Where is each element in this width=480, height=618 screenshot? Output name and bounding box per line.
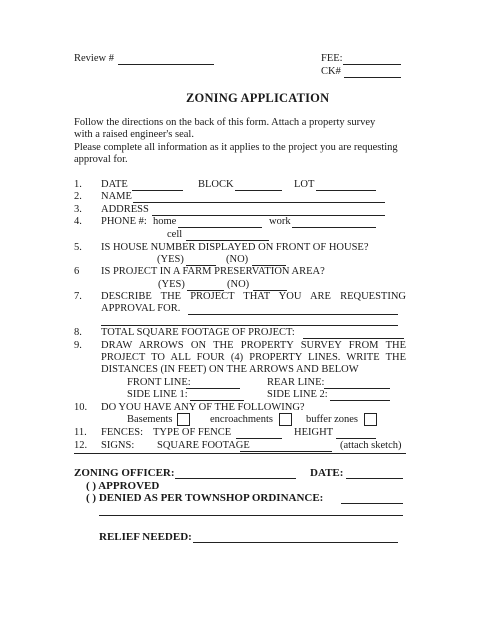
home-label: home: [153, 216, 177, 227]
fee-label: FEE:: [321, 53, 343, 64]
side-line-2-field[interactable]: [330, 400, 390, 401]
block-label: BLOCK: [198, 179, 234, 190]
relief-needed-field[interactable]: [193, 542, 398, 543]
ck-field[interactable]: [344, 77, 401, 78]
cell-label: cell: [167, 229, 183, 240]
encroachments-label: encroachments: [210, 414, 273, 425]
zoning-officer-label: ZONING OFFICER:: [74, 467, 175, 479]
intro-line-3: Please complete all information as it applies to the project you are requesting: [74, 142, 398, 153]
work-label: work: [269, 216, 291, 227]
review-label: Review #: [74, 53, 114, 64]
work-phone-field[interactable]: [292, 227, 376, 228]
zoning-officer-field[interactable]: [175, 478, 296, 479]
intro-line-1: Follow the directions on the back of this form. Attach a property survey: [74, 117, 376, 128]
square-footage-label: SQUARE FOOTAGE: [157, 440, 250, 451]
date-field[interactable]: [132, 190, 183, 191]
item-number: 6: [74, 266, 80, 277]
question-following: DO YOU HAVE ANY OF THE FOLLOWING?: [101, 402, 305, 413]
lot-field[interactable]: [316, 190, 376, 191]
yes-option: (YES): [157, 254, 184, 265]
relief-needed-label: RELIEF NEEDED:: [99, 531, 192, 543]
item-number: 8.: [74, 327, 82, 338]
ck-label: CK#: [321, 66, 341, 77]
question-house-number: IS HOUSE NUMBER DISPLAYED ON FRONT OF HOUSE?: [101, 242, 369, 253]
total-square-footage-label: TOTAL SQUARE FOOTAGE OF PROJECT:: [101, 327, 295, 338]
no-option: (NO): [226, 254, 249, 265]
type-of-fence-label: TYPE OF FENCE: [153, 427, 232, 438]
buffer-zones-checkbox[interactable]: [364, 413, 377, 426]
home-phone-field[interactable]: [178, 227, 262, 228]
side-line-1-label: SIDE LINE 1:: [127, 389, 188, 400]
side-line-2-label: SIDE LINE 2:: [267, 389, 328, 400]
item-number: 3.: [74, 204, 82, 215]
item-number: 10.: [74, 402, 88, 413]
review-number-field[interactable]: [118, 64, 214, 65]
item-number: 7.: [74, 291, 82, 302]
height-label: HEIGHT: [294, 427, 334, 438]
officer-date-label: DATE:: [310, 467, 344, 479]
basements-label: Basements: [127, 414, 173, 425]
phone-label: PHONE #:: [101, 216, 147, 227]
item-number: 12.: [74, 440, 88, 451]
page-title: ZONING APPLICATION: [186, 91, 330, 105]
total-square-footage-field[interactable]: [303, 338, 404, 339]
block-field[interactable]: [235, 190, 282, 191]
fences-label: FENCES:: [101, 427, 144, 438]
name-label: NAME: [101, 191, 132, 202]
address-label: ADDRESS: [101, 204, 149, 215]
project-description-field-2[interactable]: [101, 325, 398, 326]
section-divider: [74, 453, 406, 454]
front-line-field[interactable]: [186, 388, 240, 389]
question-draw-arrows-2: PROJECT TO ALL FOUR (4) PROPERTY LINES. WRITE THE: [101, 352, 406, 363]
rear-line-label: REAR LINE:: [267, 377, 325, 388]
question-draw-arrows-3: DISTANCES (IN FEET) ON THE ARROWS AND BELOW: [101, 364, 359, 375]
buffer-zones-label: buffer zones: [306, 414, 358, 425]
name-field[interactable]: [133, 202, 385, 203]
ordinance-field[interactable]: [341, 503, 403, 504]
intro-line-2: with a raised engineer's seal.: [74, 129, 194, 140]
date-label: DATE: [101, 179, 128, 190]
attach-sketch-note: (attach sketch): [340, 440, 402, 451]
approved-option[interactable]: ( ) APPROVED: [86, 480, 160, 492]
cell-phone-field[interactable]: [186, 240, 269, 241]
officer-date-field[interactable]: [346, 478, 403, 479]
ordinance-field-2[interactable]: [99, 515, 403, 516]
intro-line-4: approval for.: [74, 154, 128, 165]
question-draw-arrows: DRAW ARROWS ON THE PROPERTY SURVEY FROM THE: [101, 340, 406, 351]
signs-label: SIGNS:: [101, 440, 135, 451]
item-number: 1.: [74, 179, 82, 190]
lot-label: LOT: [294, 179, 315, 190]
project-description-field[interactable]: [188, 314, 398, 315]
fee-field[interactable]: [343, 64, 401, 65]
no-option: (NO): [227, 279, 250, 290]
question-describe-project: DESCRIBE THE PROJECT THAT YOU ARE REQUESTING: [101, 291, 406, 302]
denied-option[interactable]: ( ) DENIED AS PER TOWNSHOP ORDINANCE:: [86, 492, 324, 504]
encroachments-checkbox[interactable]: [279, 413, 292, 426]
question-farm-preservation: IS PROJECT IN A FARM PRESERVATION AREA?: [101, 266, 325, 277]
side-line-1-field[interactable]: [190, 400, 244, 401]
question-describe-project-2: APPROVAL FOR.: [101, 303, 181, 314]
yes-option: (YES): [158, 279, 185, 290]
height-field[interactable]: [336, 438, 376, 439]
front-line-label: FRONT LINE:: [127, 377, 191, 388]
item-number: 4.: [74, 216, 82, 227]
rear-line-field[interactable]: [324, 388, 390, 389]
item-number: 5.: [74, 242, 82, 253]
item-number: 9.: [74, 340, 82, 351]
item-number: 11.: [74, 427, 87, 438]
item-number: 2.: [74, 191, 82, 202]
type-of-fence-field[interactable]: [236, 438, 282, 439]
sign-square-footage-field[interactable]: [240, 451, 332, 452]
basements-checkbox[interactable]: [177, 413, 190, 426]
